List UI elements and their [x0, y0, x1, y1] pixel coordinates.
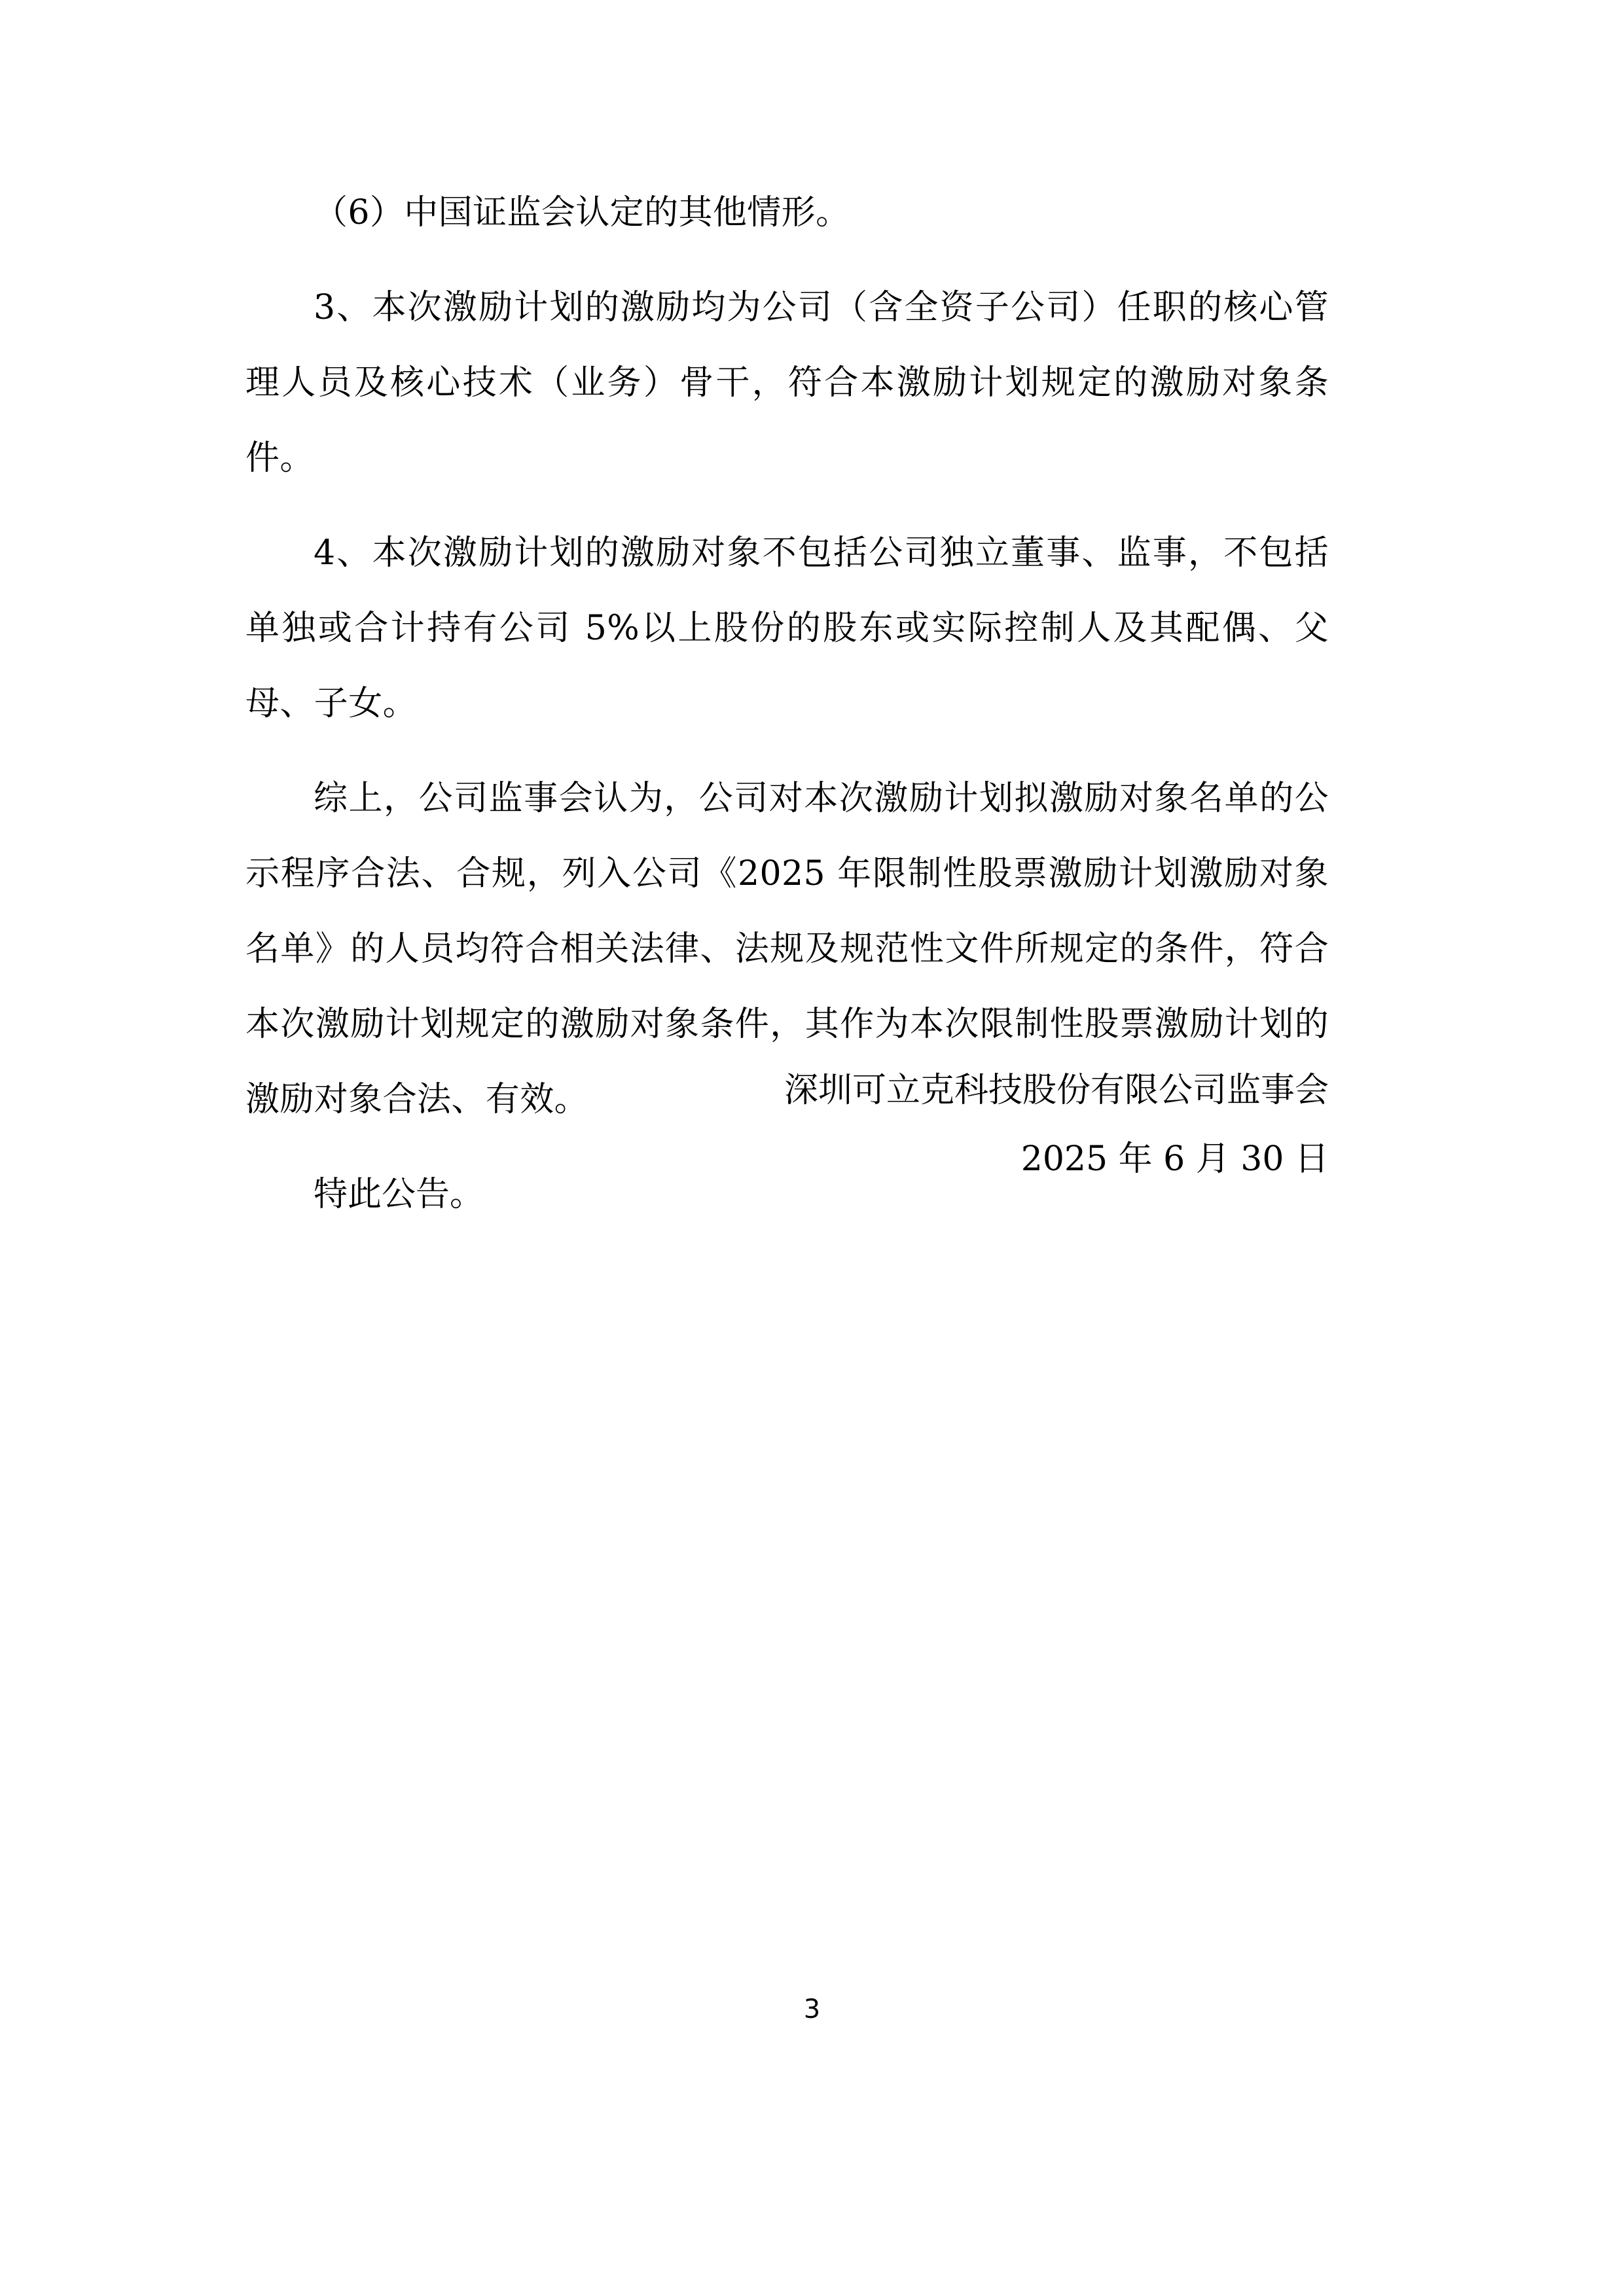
paragraph-item-3: 3、本次激励计划的激励均为公司（含全资子公司）任职的核心管理人员及核心技术（业务）骨干，符合本激励计划规定的激励对象条件。 — [245, 288, 1329, 478]
paragraph-summary: 综上，公司监事会认为，公司对本次激励计划拟激励对象名单的公示程序合法、合规，列入公司《2025 年限制性股票激励计划激励对象名单》的人员均符合相关法律、法规及规范性文件所规定的条件，符合本次激励计划规定的激励对象条件，其作为本次限制性股票激励计划的激励对象合法、有效。 — [245, 779, 1329, 1119]
page-number: 3 — [803, 1994, 821, 2024]
paragraph-item-4: 4、本次激励计划的激励对象不包括公司独立董事、监事，不包括单独或合计持有公司 5%以上股份的股东或实际控制人及其配偶、父母、子女。 — [245, 533, 1329, 723]
signature-block — [245, 1056, 1329, 1194]
signature-date: 2025 年 6 月 30 日 — [1020, 1139, 1329, 1179]
paragraph-item-6: （6）中国证监会认定的其他情形。 — [314, 193, 850, 232]
signature-issuer: 深圳可立克科技股份有限公司监事会 — [784, 1071, 1329, 1110]
closing-notice: 特此公告。 — [314, 1175, 484, 1214]
